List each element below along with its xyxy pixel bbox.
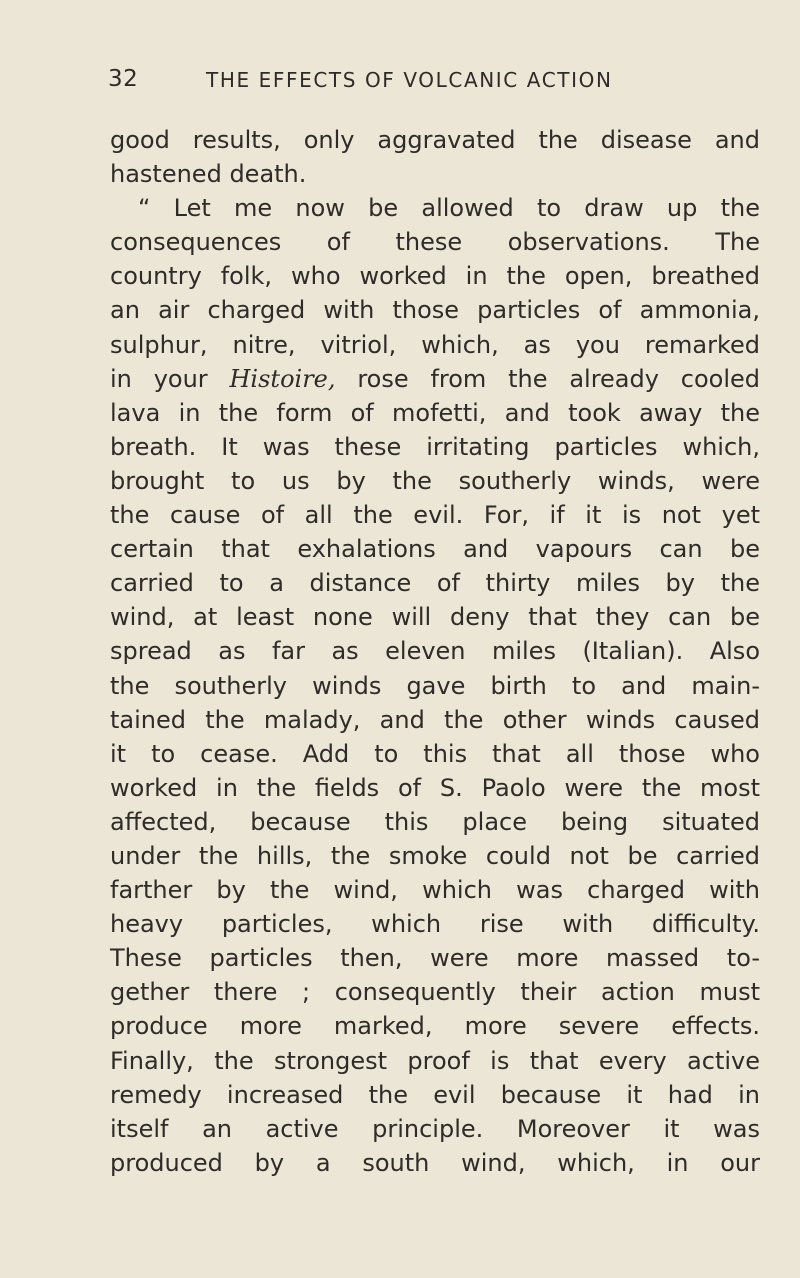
text-line: the cause of all the evil. For, if it is not yet (110, 501, 760, 530)
text-line: carried to a distance of thirty miles by the (110, 569, 760, 598)
text-line: good results, only aggravated the disease and (110, 126, 760, 154)
text-line: brought to us by the southerly winds, were (110, 466, 760, 495)
text-line: hastened death. (110, 160, 307, 189)
text-line: breath. It was these irritating particles which, (110, 432, 760, 461)
text-line: certain that exhalations and vapours can be (110, 535, 760, 564)
text-line: tained the malady, and the other winds caused (110, 705, 760, 734)
text-line: an air charged with those particles of ammonia, (110, 296, 760, 325)
text-line: remedy increased the evil because it had in (110, 1080, 760, 1109)
text-fragment: rose from the already cooled (357, 364, 760, 393)
text-line: These particles then, were more massed to- (110, 944, 760, 973)
italic-title: Histoire, (229, 364, 336, 393)
text-line: worked in the fields of S. Paolo were the most (110, 773, 760, 802)
text-line: it to cease. Add to this that all those who (110, 739, 760, 768)
text-line: itself an active principle. Moreover it was (110, 1114, 760, 1143)
text-line: heavy particles, which rise with difficulty. (110, 910, 760, 939)
running-title: THE EFFECTS OF VOLCANIC ACTION (206, 68, 613, 92)
text-line: Finally, the strongest proof is that every active (110, 1046, 760, 1075)
text-fragment: in your (110, 364, 208, 393)
body-text (110, 123, 760, 1180)
text-line: the southerly winds gave birth to and main- (110, 671, 760, 700)
text-line: lava in the form of mofetti, and took away the (110, 398, 760, 427)
text-line: affected, because this place being situated (110, 807, 760, 836)
text-line: wind, at least none will deny that they can be (110, 603, 760, 632)
text-line: “ Let me now be allowed to draw up the (138, 194, 760, 223)
text-line-with-italic (110, 362, 760, 396)
text-line: gether there ; consequently their action must (110, 978, 760, 1007)
page-number: 32 (108, 66, 139, 92)
text-line: farther by the wind, which was charged with (110, 876, 760, 905)
text-line: consequences of these observations. The (110, 228, 760, 257)
text-line: country folk, who worked in the open, breathed (110, 262, 760, 291)
text-line: produce more marked, more severe effects. (110, 1012, 760, 1041)
text-line: sulphur, nitre, vitriol, which, as you remarked (110, 330, 760, 359)
text-line: spread as far as eleven miles (Italian). Also (110, 637, 760, 666)
running-head (108, 66, 668, 106)
text-line: produced by a south wind, which, in our (110, 1148, 760, 1177)
text-line: under the hills, the smoke could not be carried (110, 841, 760, 870)
